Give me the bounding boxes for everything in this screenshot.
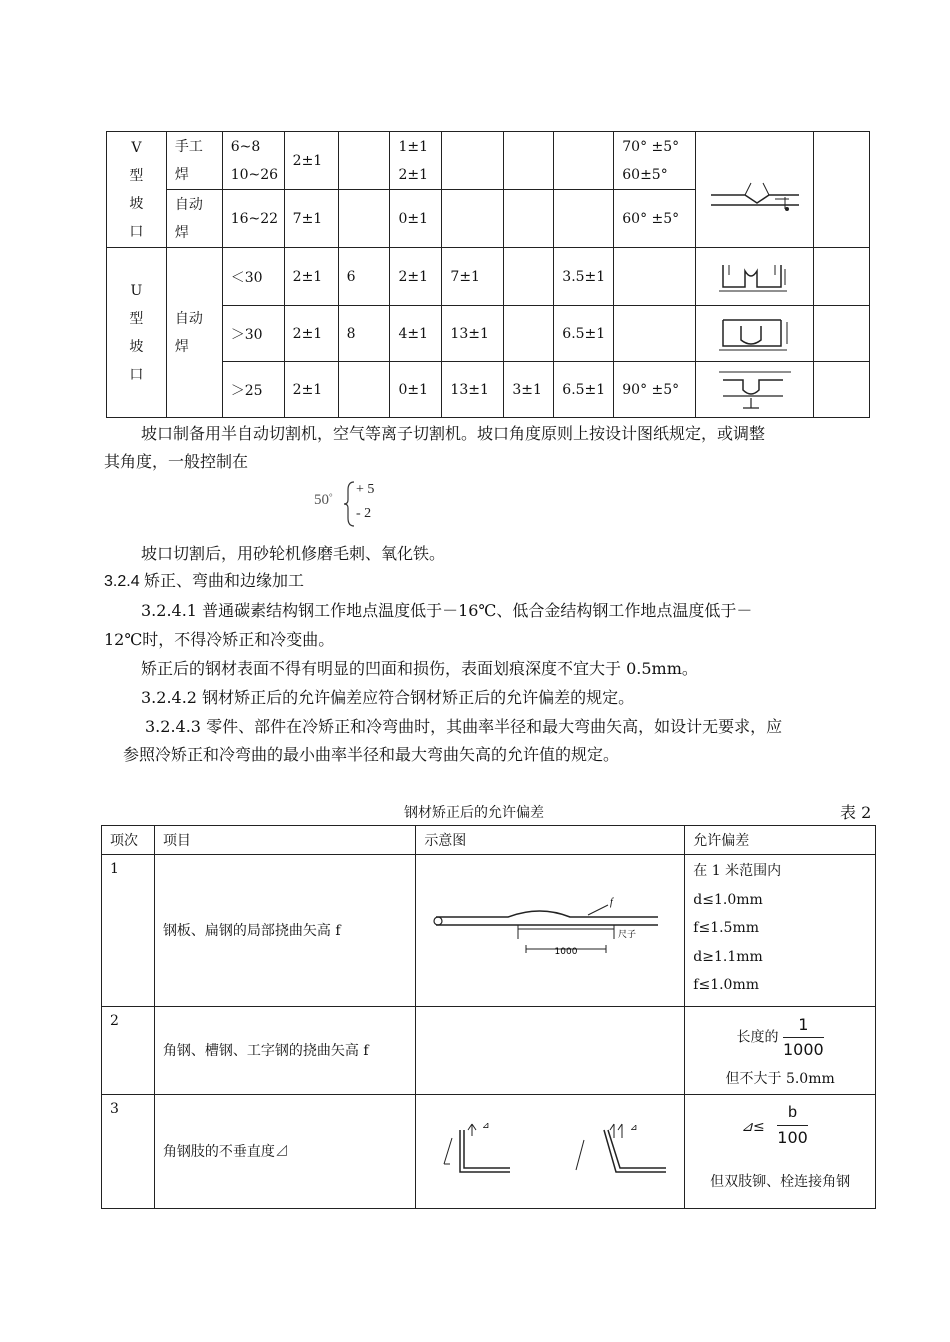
svg-text:⊿: ⊿ <box>482 1121 490 1131</box>
empty-cell <box>814 132 870 248</box>
thickness-cell: ＜30 <box>222 248 284 306</box>
value-cell: 6 <box>338 248 390 306</box>
item-cell: 角钢肢的不垂直度⊿ <box>154 1094 415 1208</box>
value-cell: 4±1 <box>390 306 442 362</box>
value-cell <box>338 362 390 418</box>
value-cell <box>554 132 614 190</box>
paragraph: 坡口切割后，用砂轮机修磨毛刺、氧化铁。 <box>141 544 446 563</box>
empty-cell <box>814 248 870 306</box>
value-cell: 13±1 <box>442 362 504 418</box>
value-cell <box>338 132 390 190</box>
table-number: 表 2 <box>840 803 872 822</box>
thickness-cell: ＞25 <box>222 362 284 418</box>
item-cell: 钢板、扁钢的局部挠曲矢高 f <box>154 855 415 1007</box>
svg-text:1000: 1000 <box>554 947 578 958</box>
empty-cell <box>814 362 870 418</box>
method-auto: 自动 焊 <box>166 248 222 418</box>
paragraph: 3.2.4.3 零件、部件在冷矫正和冷弯曲时，其曲率半径和最大弯曲矢高，如设计无要求，应 <box>145 717 783 736</box>
row-number: 2 <box>102 1006 155 1094</box>
value-cell <box>442 190 504 248</box>
value-cell: 3.5±1 <box>554 248 614 306</box>
angle-cell <box>614 248 696 306</box>
value-cell: 3±1 <box>504 362 554 418</box>
value-cell: 6.5±1 <box>554 362 614 418</box>
value-cell: 7±1 <box>284 190 338 248</box>
paragraph: 12℃时，不得冷矫正和冷变曲。 <box>104 630 335 649</box>
value-cell: 2±1 <box>284 132 338 190</box>
header-cell: 允许偏差 <box>685 826 876 855</box>
value-cell: 2±1 <box>284 248 338 306</box>
value-cell: 2±1 <box>284 306 338 362</box>
value-cell: 2±1 <box>284 362 338 418</box>
v-groove-diagram <box>696 132 814 248</box>
paragraph: 3.2.4.2 钢材矫正后的允许偏差应符合钢材矫正后的允许偏差的规定。 <box>141 688 635 707</box>
angle-perpendicularity-diagram <box>416 1094 685 1208</box>
item-cell: 角钢、槽钢、工字钢的挠曲矢高 f <box>154 1006 415 1094</box>
value-cell: 7±1 <box>442 248 504 306</box>
plate-bend-diagram <box>416 855 685 1007</box>
value-cell <box>504 132 554 190</box>
paragraph: 坡口制备用半自动切割机，空气等离子切割机。坡口角度原则上按设计图纸规定，或调整 <box>141 424 766 443</box>
paragraph: 参照冷矫正和冷弯曲的最小曲率半径和最大弯曲矢高的允许值的规定。 <box>123 745 620 764</box>
fraction: $\frac{b}{100}$ <box>777 1101 808 1150</box>
value-cell: 6.5±1 <box>554 306 614 362</box>
fraction: $\frac{1}{1000}$ <box>783 1014 824 1059</box>
value-cell <box>504 248 554 306</box>
svg-text:尺子: 尺子 <box>618 930 637 941</box>
angle-cell: 90° ±5° <box>614 362 696 418</box>
value-cell: 1±1 2±1 <box>390 132 442 190</box>
row-number: 1 <box>102 855 155 1007</box>
straightening-tolerance-table <box>101 825 876 1209</box>
value-cell: 0±1 <box>390 190 442 248</box>
paragraph: 其角度，一般控制在 <box>104 452 249 471</box>
svg-text:⊿: ⊿ <box>630 1123 638 1133</box>
header-cell: 项目 <box>154 826 415 855</box>
header-cell: 项次 <box>102 826 155 855</box>
paragraph: 3.2.4.1 普通碳素结构钢工作地点温度低于－16℃、低合金结构钢工作地点温度低于－ <box>141 601 753 620</box>
angle-cell: 60° ±5° <box>614 190 696 248</box>
method-auto: 自动 焊 <box>166 190 222 248</box>
header-cell: 示意图 <box>416 826 685 855</box>
u-groove-diagram <box>696 362 814 418</box>
value-cell <box>554 190 614 248</box>
method-manual: 手工 焊 <box>166 132 222 190</box>
tolerance-cell: 在 1 米范围内 d≤1.0mm f≤1.5mm d≥1.1mm f≤1.0mm <box>685 855 876 1007</box>
v-groove-label: V 型 坡 口 <box>107 132 167 248</box>
u-groove-diagram <box>696 306 814 362</box>
value-cell <box>338 190 390 248</box>
value-cell: 8 <box>338 306 390 362</box>
value-cell: 0±1 <box>390 362 442 418</box>
section-heading: 3.2.4 矫正、弯曲和边缘加工 <box>104 573 305 590</box>
tolerance-cell: 长度的 $\frac{1}{1000}$ 但不大于 5.0mm <box>685 1006 876 1094</box>
u-groove-diagram <box>696 248 814 306</box>
angle-formula: 50° + 5 - 2 <box>314 478 404 530</box>
thickness-cell: 6~8 10~26 <box>222 132 284 190</box>
svg-text:f: f <box>610 897 614 909</box>
value-cell: 2±1 <box>390 248 442 306</box>
tolerance-cell: ⊿≤ $\frac{b}{100}$ 但双肢铆、栓连接角钢 <box>685 1094 876 1208</box>
value-cell: 13±1 <box>442 306 504 362</box>
value-cell <box>504 190 554 248</box>
thickness-cell: ＞30 <box>222 306 284 362</box>
angle-cell: 70° ±5° 60±5° <box>614 132 696 190</box>
empty-cell <box>814 306 870 362</box>
groove-table <box>106 131 870 418</box>
value-cell <box>442 132 504 190</box>
empty-diagram-cell <box>416 1006 685 1094</box>
table-caption: 钢材矫正后的允许偏差 <box>404 805 544 821</box>
row-number: 3 <box>102 1094 155 1208</box>
paragraph: 矫正后的钢材表面不得有明显的凹面和损伤，表面划痕深度不宜大于 0.5mm。 <box>141 659 698 678</box>
thickness-cell: 16~22 <box>222 190 284 248</box>
value-cell <box>504 306 554 362</box>
u-groove-label: U 型 坡 口 <box>107 248 167 418</box>
angle-cell <box>614 306 696 362</box>
